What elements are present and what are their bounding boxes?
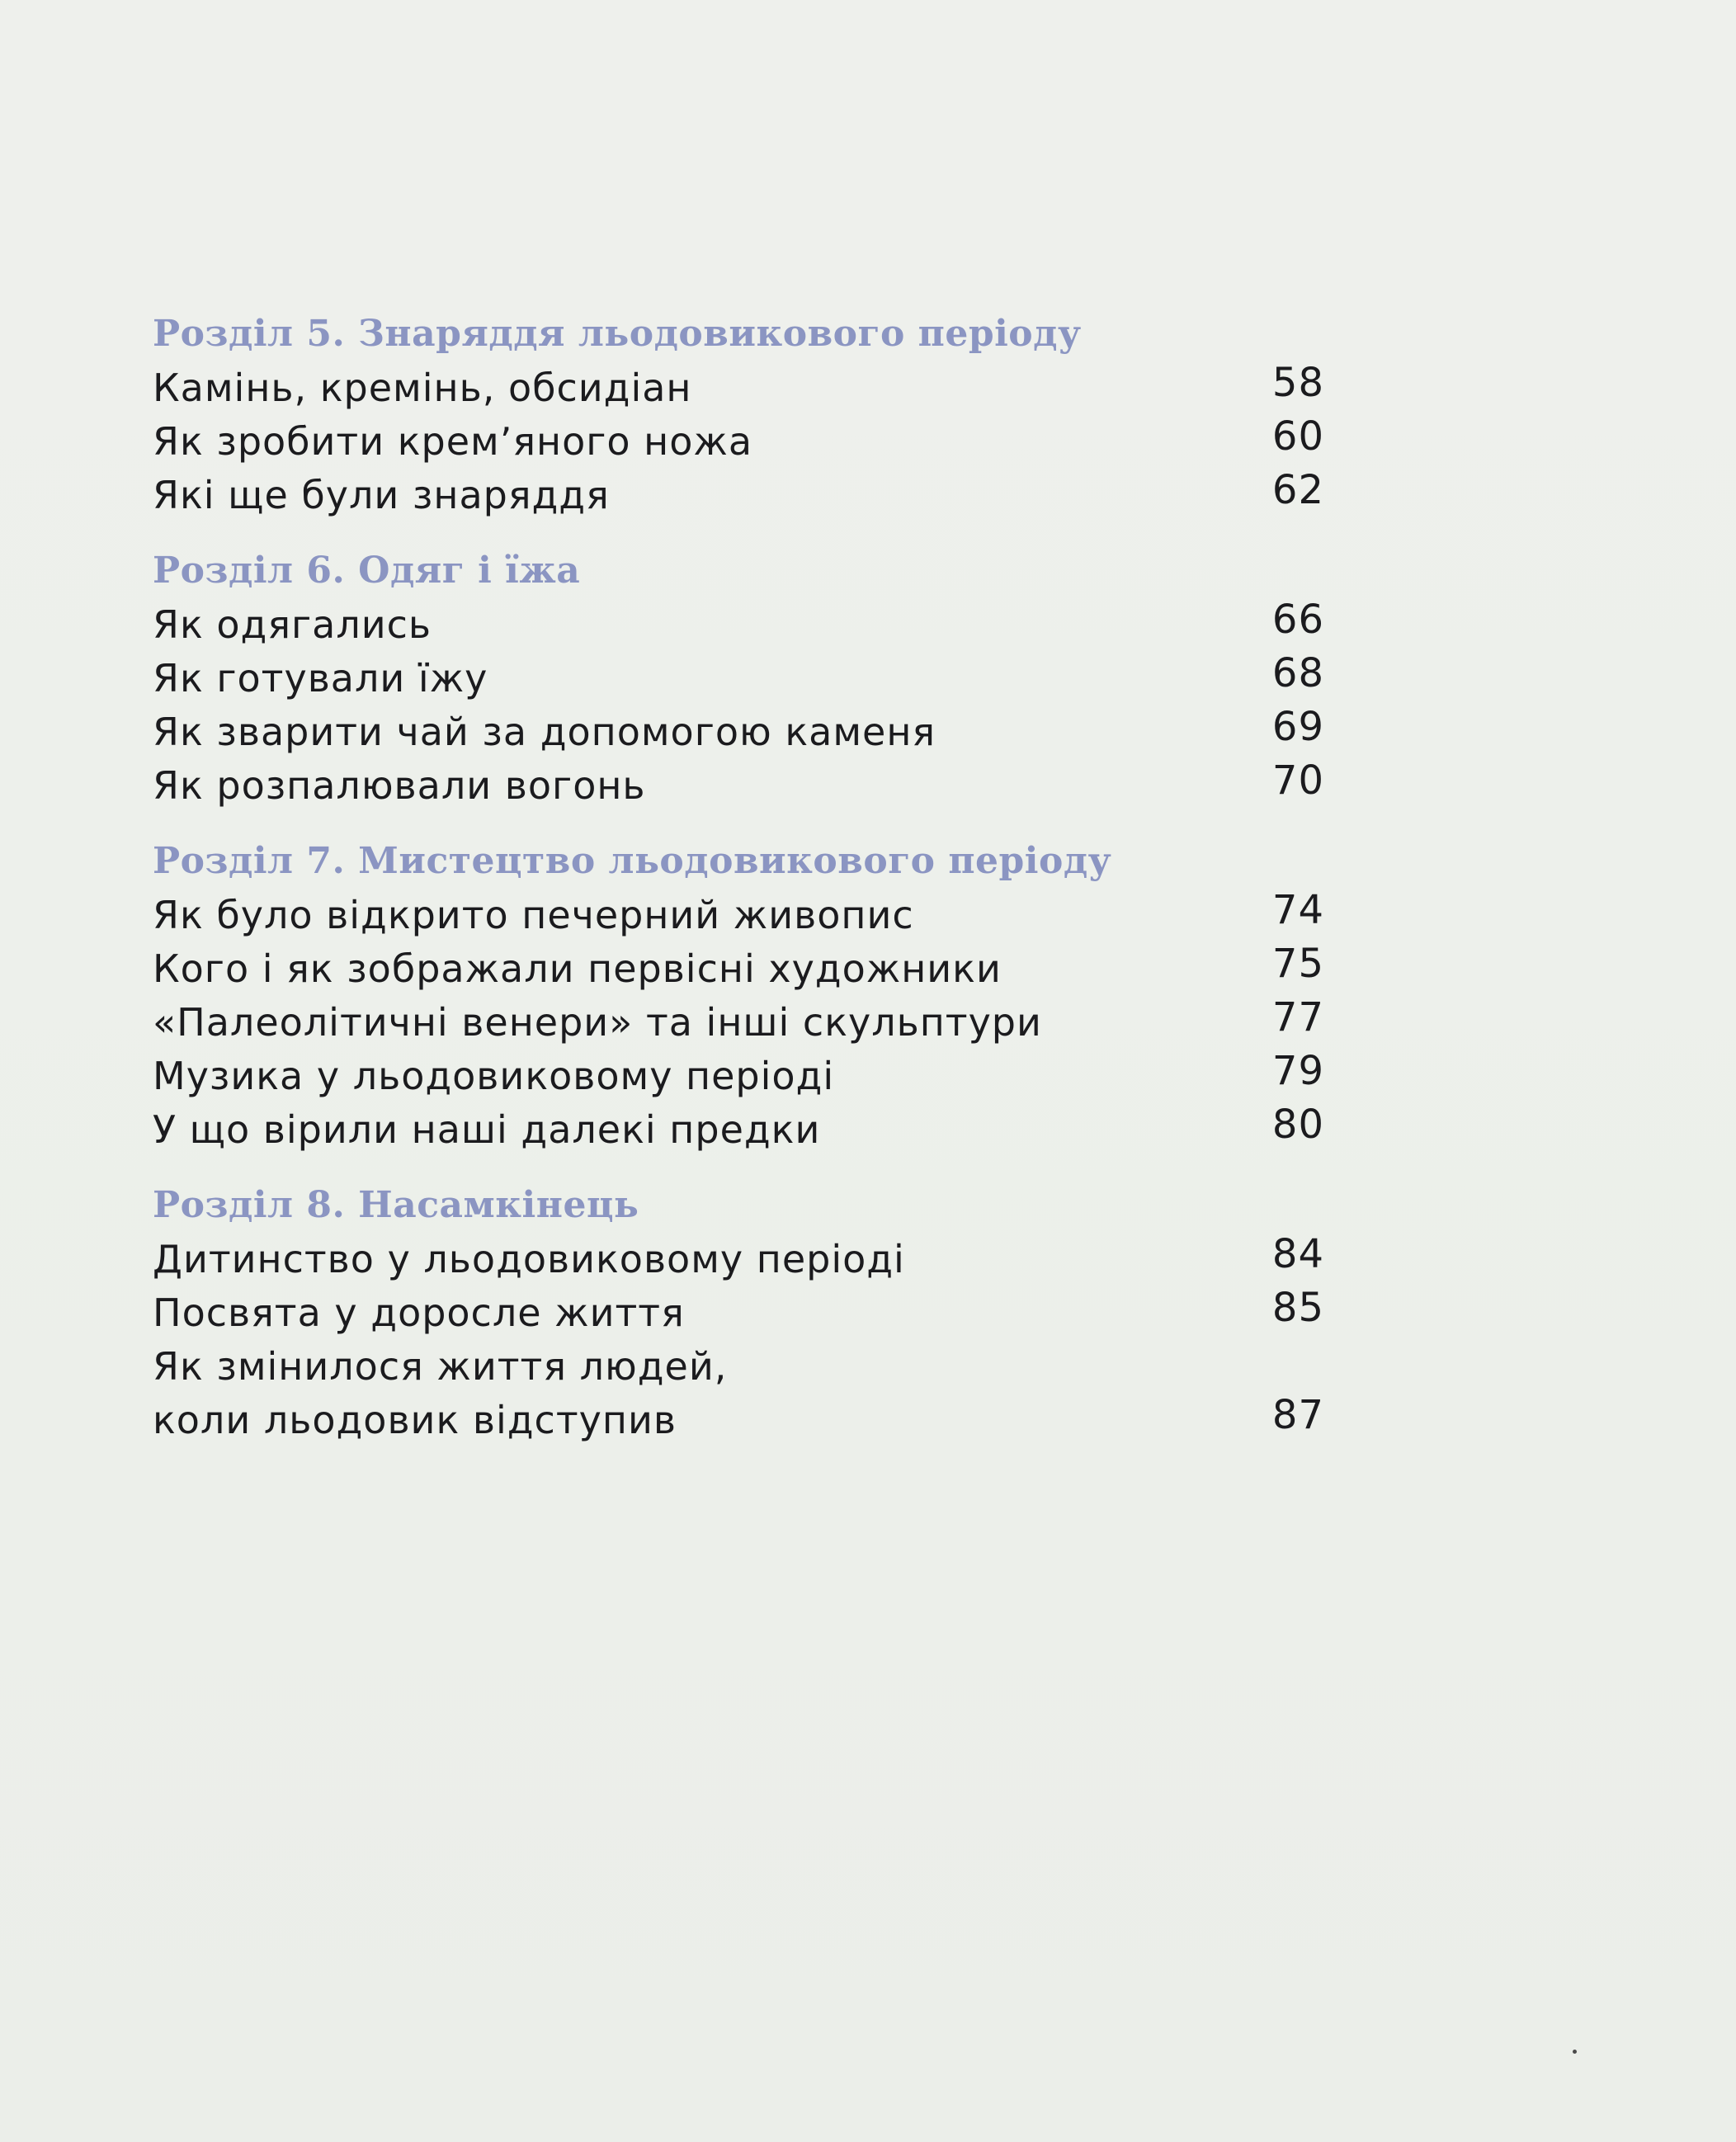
toc-section-6 [153,544,1324,813]
toc-entry [153,941,1324,996]
toc-entry [153,1340,1324,1447]
entry-page-number: 58 [1271,360,1324,406]
toc-entry [153,887,1324,942]
entry-page-number: 75 [1271,941,1324,987]
entry-page-number: 79 [1271,1048,1324,1094]
entry-label: «Палеолітичні венери» та інші скульптури [153,1000,1042,1045]
entry-page-number: 85 [1271,1285,1324,1331]
toc-entry [153,597,1324,652]
entry-page-number: 60 [1271,413,1324,460]
entry-label: Як було відкрито печерний живопис [153,893,914,937]
section-title: Розділ 7. Мистецтво льодовикового періоду [153,840,1112,882]
toc-section-5 [153,307,1324,522]
entry-label: У що вірили наші далекі предки [153,1107,821,1152]
section-title: Розділ 6. Одяг і їжа [153,550,581,592]
entry-label: Дитинство у льодовиковому періоді [153,1237,905,1281]
entry-page-number: 87 [1271,1392,1324,1438]
entry-label: Які ще були знаряддя [153,473,610,517]
toc-entry [153,650,1324,705]
entry-label: Посвята у доросле життя [153,1290,685,1335]
section-title: Розділ 8. Насамкінець [153,1184,639,1226]
entry-page-number: 84 [1271,1231,1324,1277]
entry-label: Як розпалювали вогонь [153,763,646,808]
entry-label [153,1340,727,1447]
paper-speck [1573,2050,1577,2054]
entry-label: Кого і як зображали первісні художники [153,946,1002,991]
toc-entry [153,1048,1324,1103]
toc-entry [153,1231,1324,1286]
entry-page-number: 74 [1271,887,1324,933]
toc-entry [153,704,1324,759]
entry-label: Як готували їжу [153,656,488,701]
toc-entry [153,1285,1324,1340]
entry-page-number: 70 [1271,757,1324,804]
entry-label: Музика у льодовиковому періоді [153,1054,835,1098]
entry-label-line: коли льодовик відступив [153,1398,677,1442]
entry-label: Як зварити чай за допомогою каменя [153,710,936,754]
entry-page-number: 66 [1271,597,1324,643]
entry-page-number: 62 [1271,467,1324,513]
toc-section-8 [153,1178,1324,1447]
entry-page-number: 69 [1271,704,1324,750]
table-of-contents [153,307,1324,1469]
toc-section-7 [153,834,1324,1157]
section-title: Розділ 5. Знаряддя льодовикового періоду [153,313,1082,355]
toc-entry [153,757,1324,813]
entry-page-number: 77 [1271,994,1324,1040]
toc-entry [153,413,1324,469]
entry-label: Як одягались [153,602,432,647]
toc-entry [153,467,1324,522]
toc-entry [153,994,1324,1050]
entry-page-number: 80 [1271,1102,1324,1148]
toc-entry [153,360,1324,415]
entry-label: Камінь, кремінь, обсидіан [153,366,692,410]
toc-entry [153,1102,1324,1157]
entry-label-line: Як змінилося життя людей, [153,1344,728,1389]
entry-label: Як зробити крем’яного ножа [153,419,753,464]
entry-page-number: 68 [1271,650,1324,696]
